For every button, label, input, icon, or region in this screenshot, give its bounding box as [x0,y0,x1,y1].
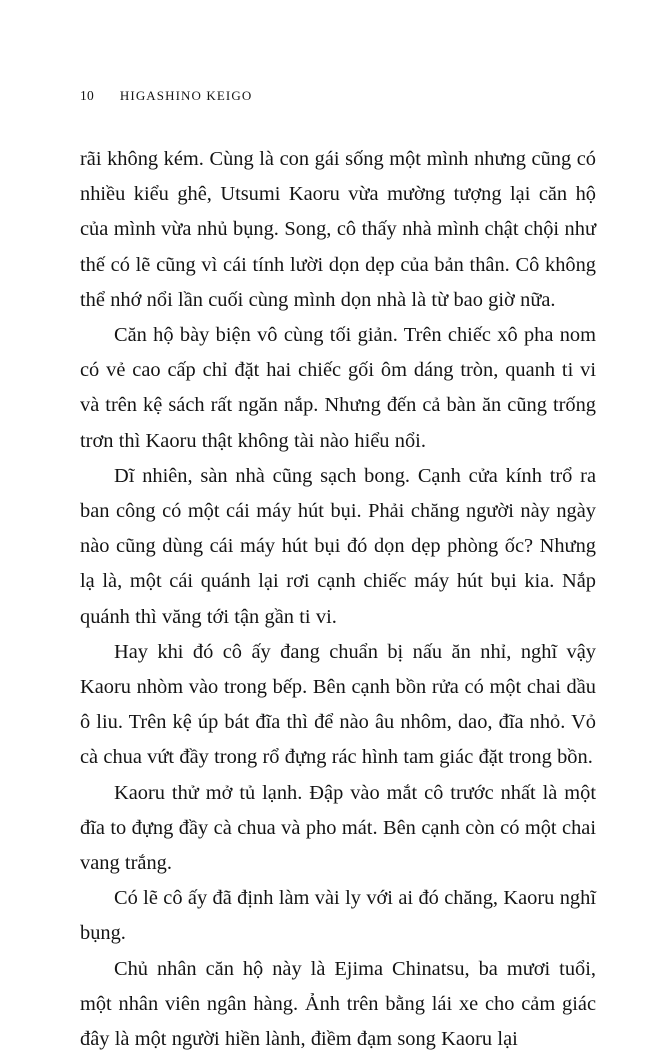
page-number: 10 [80,88,94,103]
paragraph: Kaoru thử mở tủ lạnh. Đập vào mắt cô trước nhất là một đĩa to đựng đầy cà chua và pho mát. Bên cạnh còn có một chai vang trắng. [80,781,596,875]
running-head-title: HIGASHINO KEIGO [119,88,253,103]
running-head [80,88,596,104]
paragraph: Chủ nhân căn hộ này là Ejima Chinatsu, ba mươi tuổi, một nhân viên ngân hàng. Ảnh trên bằng lái xe cho cảm giác đây là một người hiền lành, điềm đạm song Kaoru lại [80,957,596,1051]
paragraph: Có lẽ cô ấy đã định làm vài ly với ai đó chăng, Kaoru nghĩ bụng. [80,887,596,945]
paragraph: rãi không kém. Cùng là con gái sống một mình nhưng cũng có nhiều kiểu ghê, Utsumi Kaoru vừa mường tượng lại căn hộ của mình vừa nhủ bụng. Song, cô thấy nhà mình chật chội như thế có lẽ cũng vì cái tính lười dọn dẹp của bản thân. Cô không thể nhớ nổi lần cuối cùng mình dọn nhà là từ bao giờ nữa. [80,148,596,311]
paragraph: Hay khi đó cô ấy đang chuẩn bị nấu ăn nhỉ, nghĩ vậy Kaoru nhòm vào trong bếp. Bên cạnh bồn rửa có một chai dầu ô liu. Trên kệ úp bát đĩa thì để nào âu nhôm, dao, đĩa nhỏ. Vỏ cà chua vứt đầy trong rổ đựng rác hình tam giác đặt trong bồn. [80,640,596,769]
paragraph: Căn hộ bày biện vô cùng tối giản. Trên chiếc xô pha nom có vẻ cao cấp chỉ đặt hai chiếc gối ôm dáng tròn, quanh ti vi và trên kệ sách rất ngăn nắp. Nhưng đến cả bàn ăn cũng trống trơn thì Kaoru thật không tài nào hiểu nổi. [80,324,596,452]
body-text [80,142,596,1057]
paragraph: Dĩ nhiên, sàn nhà cũng sạch bong. Cạnh cửa kính trổ ra ban công có một cái máy hút bụi. Phải chăng người này ngày nào cũng dùng cái máy hút bụi đó dọn dẹp phòng ốc? Nhưng lạ là, một cái quánh lại rơi cạnh chiếc máy hút bụi kia. Nắp quánh thì văng tới tận gần ti vi. [80,464,596,628]
